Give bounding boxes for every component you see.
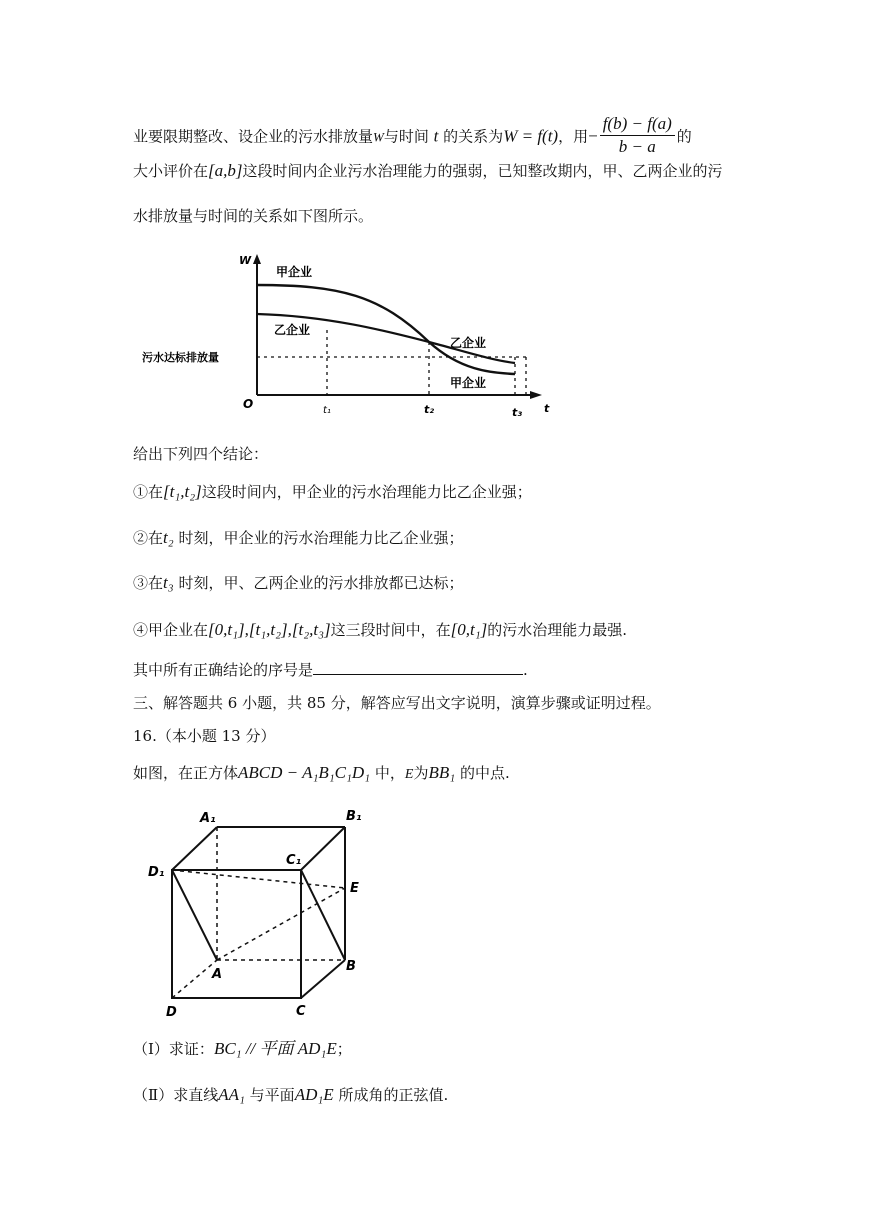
text: 给出下列四个结论： (133, 445, 269, 463)
label-A1: A₁ (200, 811, 216, 826)
x-axis-arrow (530, 391, 542, 399)
label-E: E (350, 881, 359, 896)
text: 的污水治理能力最强. (487, 621, 628, 639)
label-B1: B₁ (346, 809, 362, 824)
label-yi-left: 乙企业 (274, 323, 311, 337)
var-t2: t₂ (163, 528, 174, 547)
text: 水排放量与时间的关系如下图所示。 (133, 207, 374, 225)
conclusion-intro (133, 443, 268, 465)
origin-label: O (243, 397, 254, 411)
var-BB1: BB₁ (428, 763, 456, 782)
label-C: C (296, 1004, 306, 1019)
q16-intro (133, 762, 510, 786)
x-axis-label: t (544, 402, 550, 415)
y-axis-arrow (253, 254, 261, 264)
q16-title (133, 725, 275, 747)
text: 所成角的正弦值. (338, 1086, 449, 1104)
interval-t1-t2: [t₁,t₂] (163, 482, 202, 501)
label-A: A (212, 967, 223, 982)
text: 这三段时间中，在 (330, 621, 451, 639)
part1-math: BC₁ // 平面 AD₁E (213, 1039, 337, 1058)
question-line (133, 659, 528, 681)
label-standard: 污水达标排放量 (142, 351, 219, 364)
para1-line3 (133, 205, 373, 227)
text: ③在 (133, 574, 164, 592)
var-AA1: AA₁ (218, 1085, 245, 1104)
t3-label: t₃ (512, 406, 523, 419)
text: . (523, 661, 528, 679)
text: 时刻，甲企业的污水治理能力比乙企业强； (178, 529, 464, 547)
label-yi-right: 乙企业 (450, 336, 487, 350)
front-face (172, 870, 301, 998)
segment-C1B (301, 870, 345, 960)
text: 的中点. (459, 764, 510, 782)
conclusion-2 (133, 527, 463, 549)
segment-D1E (172, 870, 345, 888)
edge-DA (172, 960, 217, 998)
text: 中， (374, 764, 405, 782)
segment-D1A (172, 870, 217, 960)
fraction-denominator: b − a (618, 137, 656, 156)
text: 这段时间内，甲企业的污水治理能力比乙企业强； (201, 483, 532, 501)
formula-W: W = f(t) (503, 126, 559, 146)
text: 时刻，甲、乙两企业的污水排放都已达标； (178, 574, 464, 592)
text: 的关系为 (443, 127, 504, 146)
t1-label: t₁ (323, 405, 331, 416)
cube-name: ABCD − A₁B₁C₁D₁ (238, 763, 371, 782)
section-3-heading (133, 692, 661, 714)
minus-sign: − (588, 126, 598, 146)
text: ； (336, 1040, 352, 1058)
text: ，用 (558, 127, 589, 146)
q16-part1 (133, 1038, 352, 1060)
text: ①在 (133, 483, 164, 501)
segment-AE (217, 888, 345, 960)
text: 与平面 (249, 1086, 295, 1104)
emission-chart (140, 250, 560, 425)
y-axis-label: W (239, 254, 252, 267)
var-W: W (373, 129, 384, 145)
text: 其中所有正确结论的序号是 (133, 661, 314, 679)
edge-CB (301, 960, 345, 998)
label-B: B (346, 959, 356, 974)
var-E: E (404, 767, 414, 782)
text: 与时间 (383, 127, 429, 146)
label-jia-right: 甲企业 (450, 376, 487, 390)
t2-label: t₂ (424, 403, 435, 416)
edge-C1B1 (301, 827, 345, 870)
label-D: D (166, 1005, 177, 1020)
edge-D1A1 (172, 827, 217, 870)
conclusion-1 (133, 481, 532, 503)
var-t3: t₃ (163, 573, 174, 592)
text: 三、解答题共 6 小题，共 85 分，解答应写出文字说明，演算步骤或证明过程。 (133, 694, 661, 712)
text: 为 (413, 764, 429, 782)
text: 16.（本小题 13 分） (133, 727, 276, 745)
label-D1: D₁ (148, 865, 165, 880)
text: （Ⅱ）求直线 (133, 1086, 219, 1104)
text: 的 (676, 127, 692, 146)
para1-line2 (133, 160, 723, 182)
answer-blank[interactable] (313, 660, 523, 675)
conclusion-3 (133, 572, 463, 594)
var-t: t (433, 126, 439, 146)
cube-figure (140, 800, 380, 1025)
text: 如图，在正方体 (133, 764, 239, 782)
text: 业要限期整改、设企业的污水排放量 (133, 127, 374, 146)
text: 大小评价在 (133, 162, 209, 180)
text: 这段时间内企业污水治理能力的强弱，已知整改期内，甲、乙两企业的污 (242, 162, 723, 180)
interval-0-t1: [0,t₁] (450, 620, 488, 639)
plane-AD1E: AD₁E (294, 1085, 334, 1104)
text: （Ⅰ）求证： (133, 1040, 214, 1058)
intervals: [0,t₁],[t₁,t₂],[t₂,t₃] (208, 620, 331, 639)
text: ④甲企业在 (133, 621, 209, 639)
para1-line1 (133, 116, 692, 159)
label-jia-top: 甲企业 (276, 265, 313, 279)
interval-ab: [a,b] (208, 161, 243, 180)
fraction-numerator: f(b) − f(a) (600, 114, 675, 136)
q16-part2 (133, 1084, 448, 1106)
fraction (600, 114, 675, 157)
conclusion-4 (133, 619, 627, 641)
text: ②在 (133, 529, 164, 547)
label-C1: C₁ (286, 853, 302, 868)
